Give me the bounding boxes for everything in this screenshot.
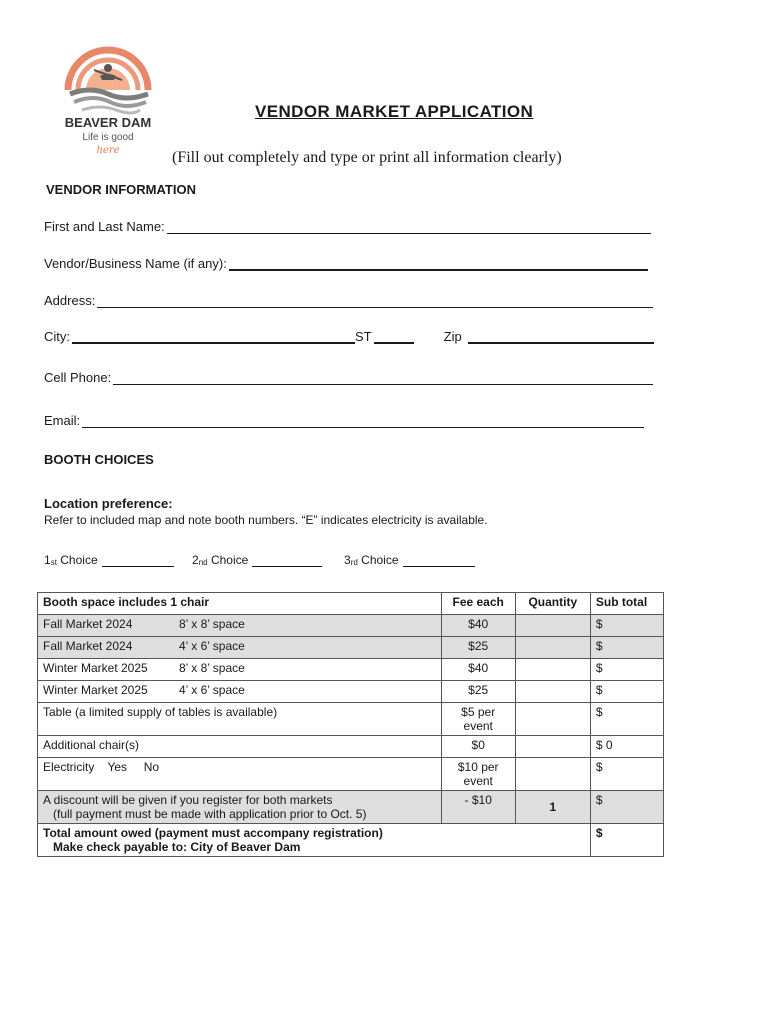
row-size: 8’ x 8’ space (179, 661, 245, 675)
business-field[interactable] (44, 256, 648, 271)
row-subtotal[interactable]: $ (590, 659, 663, 681)
choice-2-input-line[interactable] (252, 554, 322, 567)
row-quantity[interactable] (515, 659, 590, 681)
state-input-line[interactable] (374, 330, 414, 344)
choice-2[interactable] (192, 553, 322, 567)
row-subtotal[interactable]: $ (590, 615, 663, 637)
vendor-info-heading: VENDOR INFORMATION (46, 182, 196, 197)
table-header-row (38, 593, 664, 615)
row-quantity[interactable] (515, 637, 590, 659)
row-fee: $40 (441, 659, 515, 681)
choice-1[interactable] (44, 553, 174, 567)
row-item: Winter Market 2025 (43, 683, 148, 697)
row-fee: - $10 (441, 791, 515, 824)
row-item: Additional chair(s) (38, 736, 442, 758)
choice-3-label: Choice (361, 553, 399, 567)
header-fee-each: Fee each (441, 593, 515, 615)
page-title: VENDOR MARKET APPLICATION (255, 102, 534, 121)
row-item: Fall Market 2024 (43, 639, 133, 653)
row-item[interactable]: Electricity Yes No (38, 758, 442, 791)
zip-label: Zip (443, 329, 462, 344)
choice-3[interactable] (344, 553, 475, 567)
row-subtotal[interactable]: $ (590, 681, 663, 703)
table-row (38, 736, 664, 758)
row-fee: $40 (441, 615, 515, 637)
header-quantity: Quantity (515, 593, 590, 615)
choice-3-suffix: rd (350, 558, 358, 567)
choice-3-number: 3 (344, 553, 351, 567)
phone-input-line[interactable] (113, 372, 653, 385)
row-subtotal[interactable]: $ (590, 703, 663, 736)
table-row (38, 791, 664, 824)
row-quantity[interactable] (515, 736, 590, 758)
address-input-line[interactable] (97, 295, 653, 308)
row-item: Winter Market 2025 (43, 661, 148, 675)
choice-2-label: Choice (210, 553, 249, 567)
header-sub-total: Sub total (590, 593, 663, 615)
row-size: 8’ x 8’ space (179, 617, 245, 631)
email-label: Email: (44, 413, 81, 428)
location-preference-description: Refer to included map and note booth numbers. “E” indicates electricity is available. (44, 513, 488, 527)
row-fee: $25 (441, 681, 515, 703)
table-row (38, 637, 664, 659)
email-input-line[interactable] (82, 415, 644, 428)
address-field[interactable] (44, 293, 653, 308)
payable-to: Make check payable to: City of Beaver Dam (53, 840, 301, 854)
row-subtotal[interactable]: $ (590, 791, 663, 824)
choice-1-input-line[interactable] (102, 554, 174, 567)
state-label: ST (355, 329, 372, 344)
location-preference-title: Location preference: (44, 496, 173, 511)
phone-label: Cell Phone: (44, 370, 112, 385)
row-item: A discount will be given if you register for both markets (43, 793, 333, 807)
row-item: Table (a limited supply of tables is available) (38, 703, 442, 736)
row-subtotal[interactable]: $ 0 (590, 736, 663, 758)
zip-input-line[interactable] (468, 330, 654, 344)
business-input-line[interactable] (229, 257, 648, 271)
city-state-zip-row[interactable] (44, 329, 654, 344)
row-quantity[interactable] (515, 681, 590, 703)
business-label: Vendor/Business Name (if any): (44, 256, 227, 271)
row-fee: $25 (441, 637, 515, 659)
row-quantity[interactable] (515, 615, 590, 637)
name-input-line[interactable] (167, 221, 651, 234)
booth-fee-table (37, 592, 664, 857)
booth-choices-heading: BOOTH CHOICES (44, 452, 154, 467)
row-fee: $5 per event (441, 703, 515, 736)
city-input-line[interactable] (72, 330, 355, 344)
row-quantity[interactable] (515, 703, 590, 736)
logo-name: BEAVER DAM (64, 115, 152, 130)
phone-field[interactable] (44, 370, 653, 385)
row-quantity[interactable]: 1 (515, 791, 590, 824)
table-row (38, 659, 664, 681)
table-row (38, 703, 664, 736)
choice-3-input-line[interactable] (403, 554, 475, 567)
logo-tagline: Life is good (82, 132, 134, 143)
choice-2-number: 2 (192, 553, 199, 567)
city-label: City: (44, 329, 70, 344)
row-fee: $0 (441, 736, 515, 758)
name-field[interactable] (44, 219, 651, 234)
row-quantity[interactable] (515, 758, 590, 791)
choice-1-number: 1 (44, 553, 51, 567)
header-booth-space: Booth space includes 1 chair (38, 593, 442, 615)
row-item: Fall Market 2024 (43, 617, 133, 631)
email-field[interactable] (44, 413, 644, 428)
row-size: (full payment must be made with application prior to Oct. 5) (53, 807, 367, 821)
table-row (38, 681, 664, 703)
logo-tagline-here: here (96, 145, 120, 156)
row-size: 4’ x 6’ space (179, 639, 245, 653)
table-row (38, 615, 664, 637)
address-label: Address: (44, 293, 96, 308)
total-row (38, 824, 664, 857)
choice-1-label: Choice (60, 553, 98, 567)
choice-2-suffix: nd (198, 558, 208, 567)
row-fee: $10 per event (441, 758, 515, 791)
choice-1-suffix: st (50, 558, 57, 567)
row-size: 4’ x 6’ space (179, 683, 245, 697)
row-subtotal[interactable]: $ (590, 758, 663, 791)
row-subtotal[interactable]: $ (590, 637, 663, 659)
page-subtitle: (Fill out completely and type or print all information clearly) (172, 149, 562, 166)
table-row (38, 758, 664, 791)
total-subtotal[interactable]: $ (590, 824, 663, 857)
total-label: Total amount owed (payment must accompany registration) (43, 826, 383, 840)
name-label: First and Last Name: (44, 219, 165, 234)
